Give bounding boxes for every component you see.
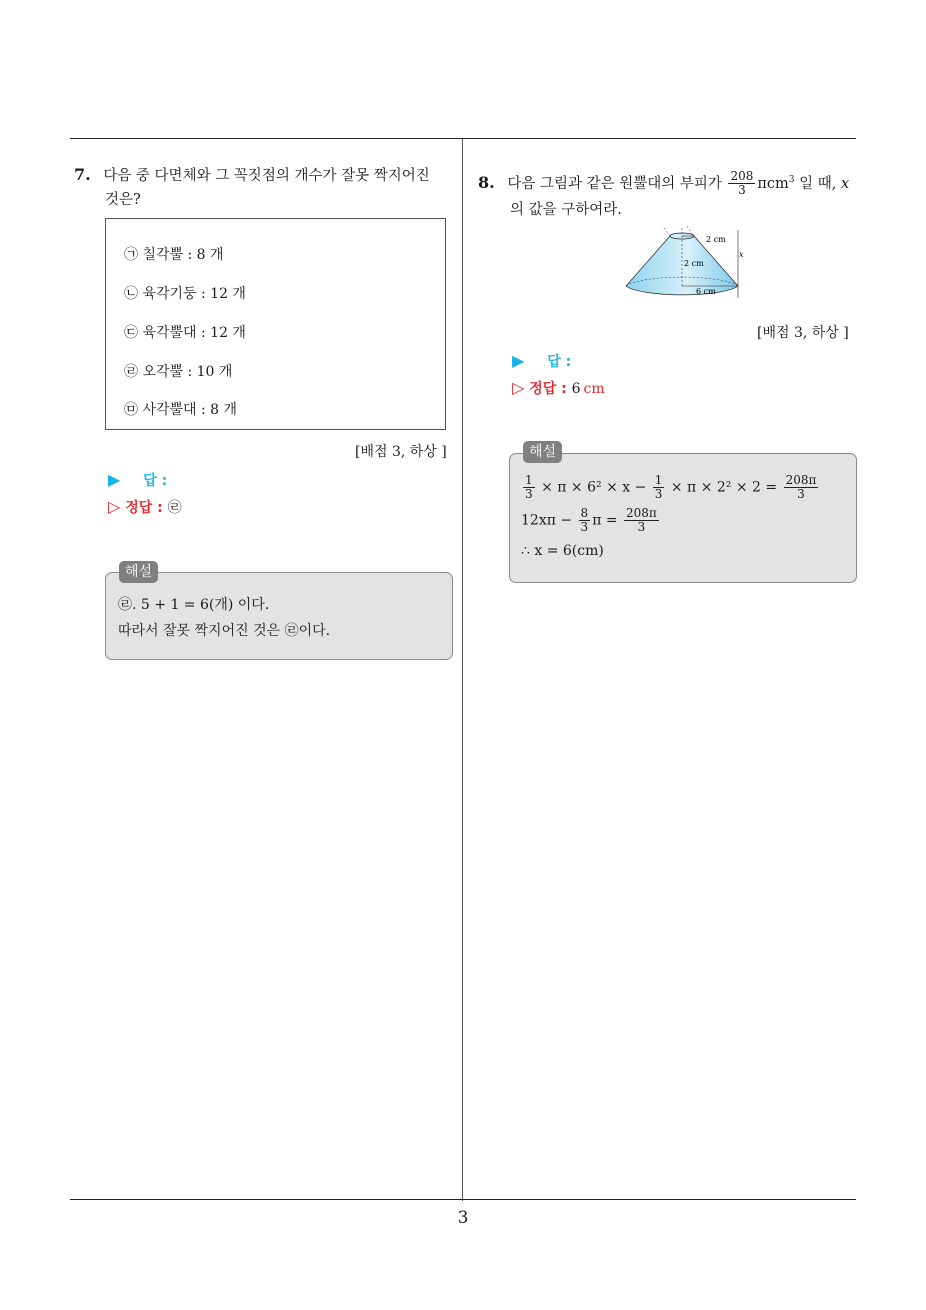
q7-score: [배점 3, 하상 ]	[355, 444, 447, 460]
q7-text-line1: 다음 중 다면체와 그 꼭짓점의 개수가 잘못 짝지어진	[103, 168, 430, 184]
q7-choice-5: ㉤ 사각뿔대 : 8 개	[124, 402, 238, 418]
q8-frac-den: 3	[738, 183, 746, 198]
q7-solution-line2: 따라서 잘못 짝지어진 것은 ㉣이다.	[118, 623, 331, 639]
q8-answer-label: 답 :	[547, 354, 572, 370]
q7-choices-box	[105, 218, 446, 430]
q8-correct-row	[512, 378, 605, 398]
q8-volume-fraction	[728, 170, 755, 197]
sol2-f1-num: 8	[580, 506, 589, 520]
sol1-f3-num: 208π	[785, 473, 817, 487]
q8-solution-line1	[521, 474, 820, 501]
sol2-f2-den: 3	[637, 520, 646, 534]
q7-choice-4: ㉣ 오각뿔 : 10 개	[124, 364, 233, 380]
fig-label-bottom: 6 cm	[696, 287, 716, 296]
sol1-f2-num: 1	[654, 473, 663, 487]
sol2-pre: 12xπ −	[521, 512, 577, 529]
fig-label-middle: 2 cm	[684, 259, 704, 268]
play-icon: ▶	[108, 470, 121, 489]
sol1-f1-den: 3	[525, 487, 533, 501]
sol1-mid1: × π × 6² × x −	[536, 479, 651, 496]
q8-text-part2: πcm	[757, 175, 789, 192]
frustum-figure	[622, 226, 746, 302]
q8-text	[478, 168, 849, 197]
q7-answer-label: 답 :	[143, 473, 168, 489]
q8-score: [배점 3, 하상 ]	[757, 325, 849, 341]
q7-correct-label: 정답 :	[125, 500, 163, 516]
outline-triangle-icon: ▷	[512, 378, 525, 397]
page-number: 3	[457, 1208, 469, 1228]
q8-solution-line3: ∴ x = 6(cm)	[521, 543, 604, 559]
q8-correct-value: 6	[571, 381, 581, 397]
q7-correct-row	[108, 497, 182, 517]
top-rule	[70, 138, 856, 139]
q7-correct-value: ㉣	[167, 500, 182, 516]
q7-choice-1: ㉠ 칠각뿔 : 8 개	[124, 247, 224, 263]
q7-text	[74, 163, 430, 188]
q7-solution-line1: ㉣. 5 + 1 = 6(개) 이다.	[118, 597, 270, 613]
q7-answer-row	[108, 470, 167, 490]
fig-label-top: 2 cm	[706, 235, 726, 244]
q7-number: 7.	[74, 165, 91, 184]
sol1-f3-den: 3	[797, 487, 805, 501]
q8-correct-label: 정답 :	[529, 381, 567, 397]
fig-label-side: x	[739, 250, 744, 259]
sol2-f1-den: 3	[580, 520, 589, 534]
q8-solution-tab: 해설	[523, 441, 562, 463]
q7-choice-3: ㉢ 육각뿔대 : 12 개	[124, 325, 246, 341]
outline-triangle-icon: ▷	[108, 497, 121, 516]
q8-text-part1: 다음 그림과 같은 원뿔대의 부피가	[507, 175, 722, 192]
sol1-f1-num: 1	[525, 473, 533, 487]
q8-frac-num: 208	[730, 169, 754, 184]
sol1-f2-den: 3	[654, 487, 663, 501]
q8-text-part3: 일 때,	[794, 175, 841, 192]
column-divider	[462, 139, 463, 1201]
sol2-f2-num: 208π	[626, 506, 657, 520]
sol1-mid2: × π × 2² × 2 =	[666, 479, 782, 496]
q7-solution-tab: 해설	[119, 561, 158, 583]
sol2-mid: π =	[592, 512, 623, 529]
q8-correct-unit: cm	[583, 381, 605, 397]
q8-answer-row	[512, 351, 571, 371]
play-icon: ▶	[512, 351, 525, 370]
q8-solution-line2	[521, 507, 661, 534]
q8-text-var: x	[840, 175, 850, 192]
q7-text-line2: 것은?	[105, 192, 141, 208]
q7-choice-2: ㉡ 육각기둥 : 12 개	[124, 286, 246, 302]
q8-number: 8.	[478, 172, 495, 192]
q8-text-sup: 3	[788, 175, 795, 185]
q7-solution-box	[105, 572, 453, 660]
q8-text-line2: 의 값을 구하여라.	[510, 202, 622, 218]
bottom-rule	[70, 1199, 856, 1200]
